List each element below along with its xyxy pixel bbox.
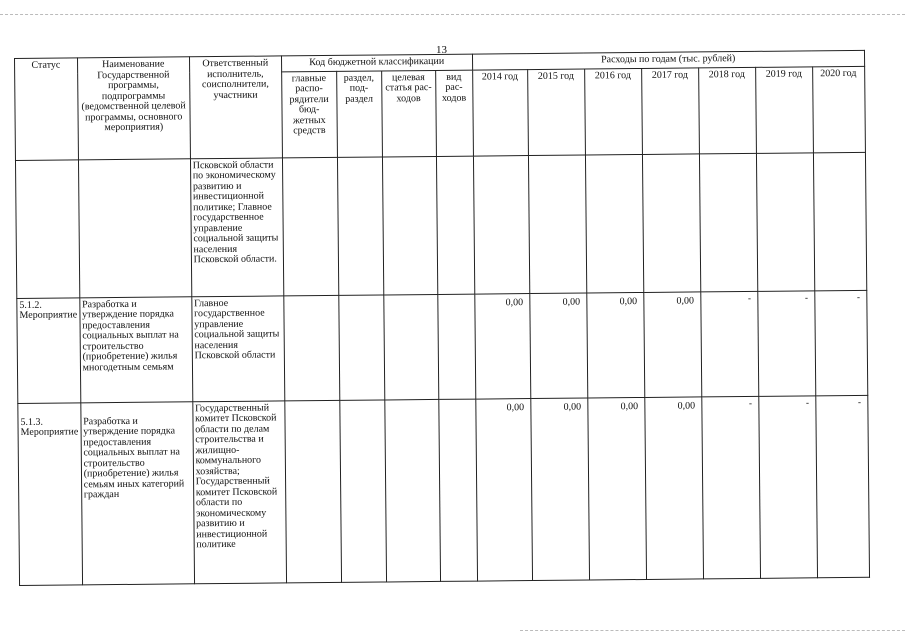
- header-year-2019: 2019 год: [755, 66, 813, 153]
- row-responsible: Псковской области по экономическому развитию и инвестиционной политике; Главное государственное управление социальной защиты населения Псковской области.: [190, 157, 283, 296]
- row-value: 0,00: [644, 396, 703, 579]
- header-name: Наименование Государственной программы, подпрограммы (ведомственной целевой программы, основного мероприятия): [77, 57, 190, 160]
- table-row: [15, 152, 866, 298]
- row-value: 0,00: [587, 397, 646, 580]
- row-value: [642, 153, 700, 292]
- header-status: Статус: [15, 58, 79, 160]
- table-row: [18, 395, 869, 585]
- header-budget-code: Код бюджетной классификации: [281, 54, 472, 71]
- row-name: Разработка и утверждение порядка предоставления социальных выплат на строительство (приобретение) жилья многодетным семьям: [79, 296, 192, 402]
- row-value: [699, 153, 757, 292]
- table-row: [17, 290, 868, 403]
- row-value: 0,00: [474, 293, 530, 399]
- row-value: [585, 154, 643, 293]
- header-year-2017: 2017 год: [641, 67, 699, 154]
- row-value: [756, 152, 814, 291]
- row-value: 0,00: [529, 293, 587, 399]
- header-budget-sub-4: вид рас-ходов: [435, 70, 473, 156]
- scan-edge-bottom: [520, 630, 905, 631]
- header-year-2014: 2014 год: [472, 69, 528, 156]
- row-value: 0,00: [530, 398, 589, 581]
- row-value: [813, 152, 866, 290]
- row-value: 0,00: [475, 398, 532, 581]
- header-year-2016: 2016 год: [584, 68, 642, 155]
- row-value: -: [814, 290, 867, 395]
- row-value: -: [758, 395, 817, 578]
- header-year-2018: 2018 год: [698, 67, 756, 154]
- row-responsible: Главное государственное управление социальной защиты населения Псковской области: [191, 295, 284, 401]
- row-responsible: Государственный комитет Псковской области по делам строительства и жилищно-коммунального хозяйства; Государственный комитет Псковской области по экономическому развитию и инвестиционной политике: [192, 400, 286, 583]
- row-status: [15, 159, 79, 298]
- header-year-2020: 2020 год: [812, 66, 865, 152]
- row-name: [78, 158, 191, 297]
- scan-edge-top: [0, 14, 905, 15]
- header-budget-sub-3: целевая статья рас-ходов: [381, 70, 436, 157]
- page-number: 13: [436, 44, 447, 56]
- row-status: 5.1.3. Мероприятие: [18, 402, 82, 585]
- row-value: [473, 155, 529, 294]
- budget-table: [14, 50, 870, 586]
- row-value: -: [701, 396, 760, 579]
- header-year-2015: 2015 год: [527, 69, 585, 156]
- budget-document: [14, 50, 870, 586]
- row-value: [528, 155, 586, 294]
- row-value: 0,00: [586, 292, 644, 398]
- row-name: Разработка и утверждение порядка предоставления социальных выплат на строительство (приобретение) жилья семьям иных категорий граждан: [80, 401, 194, 584]
- row-value: -: [757, 290, 815, 396]
- row-status: 5.1.2. Мероприятие: [17, 297, 81, 403]
- row-value: 0,00: [643, 291, 701, 397]
- row-value: -: [815, 395, 869, 577]
- header-responsible: Ответственный исполнитель, соисполнители, участники: [189, 56, 282, 158]
- header-expenses: Расходы по годам (тыс. рублей): [472, 50, 864, 69]
- header-budget-sub-2: раздел, под-раздел: [336, 70, 382, 156]
- header-budget-sub-1: главные распо-рядители бюд-жетных средств: [281, 71, 337, 158]
- row-value: -: [700, 291, 758, 397]
